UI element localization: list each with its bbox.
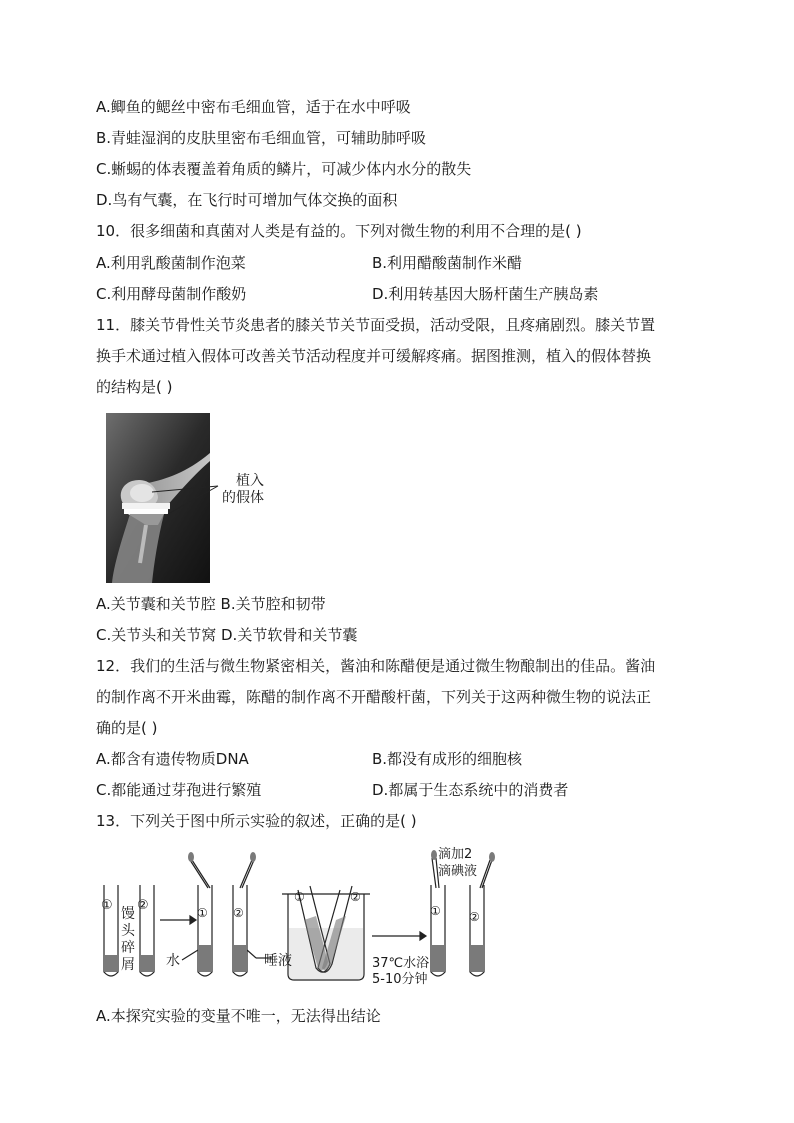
q12-option-d: D.都属于生态系统中的消费者: [372, 781, 569, 799]
q9-option-b: B.青蛙湿润的皮肤里密布毛细血管，可辅助肺呼吸: [96, 129, 427, 147]
water-bath-time: 5-10分钟: [372, 972, 428, 987]
tube2-label-b: ②: [233, 906, 244, 920]
iodine-name: 滴碘液: [438, 864, 478, 879]
tube1-label-a: ①: [101, 898, 113, 913]
q10-option-d: D.利用转基因大肠杆菌生产胰岛素: [372, 285, 599, 303]
mantou-char-3: 碎: [121, 940, 135, 956]
q12-stem-line3: 确的是( ): [96, 719, 158, 737]
prosthesis-label-line2: 的假体: [222, 490, 264, 506]
q12-option-b: B.都没有成形的细胞核: [372, 750, 523, 768]
q10-option-c: C.利用酵母菌制作酸奶: [96, 285, 247, 303]
q9-option-d: D.鸟有气囊，在飞行时可增加气体交换的面积: [96, 191, 398, 209]
q10-option-b: B.利用醋酸菌制作米醋: [372, 254, 523, 272]
mantou-char-2: 头: [121, 923, 135, 939]
prosthesis-label: [222, 473, 264, 507]
q11-stem-line1: 11．膝关节骨性关节炎患者的膝关节关节面受损，活动受限，且疼痛剧烈。膝关节置: [96, 316, 656, 334]
saliva-label: 唾液: [264, 953, 292, 969]
q10-option-a: A.利用乳酸菌制作泡菜: [96, 254, 246, 272]
q13-option-a: A.本探究实验的变量不唯一，无法得出结论: [96, 1007, 381, 1025]
water-bath-label: [372, 956, 429, 988]
q9-option-a: A.鲫鱼的鳃丝中密布毛细血管，适于在水中呼吸: [96, 98, 411, 116]
q12-stem-line1: 12．我们的生活与微生物紧密相关，酱油和陈醋便是通过微生物酿制出的佳品。酱油: [96, 657, 656, 675]
q11-stem-line3: 的结构是( ): [96, 378, 173, 396]
tube2-label-a: ②: [137, 898, 149, 913]
q10-stem: 10．很多细菌和真菌对人类是有益的。下列对微生物的利用不合理的是( ): [96, 222, 582, 240]
q12-stem-line2: 的制作离不开米曲霉，陈醋的制作离不开醋酸杆菌，下列关于这两种微生物的说法正: [96, 688, 652, 706]
q13-stem: 13．下列关于图中所示实验的叙述，正确的是( ): [96, 812, 417, 830]
tube1-label-b: ①: [197, 906, 208, 920]
prosthesis-label-line1: 植入: [236, 473, 264, 489]
iodine-label: [438, 846, 477, 880]
iodine-drops: 滴加2: [438, 847, 473, 862]
q11-stem-line2: 换手术通过植入假体可改善关节活动程度并可缓解疼痛。据图推测，植入的假体替换: [96, 347, 652, 365]
beaker-tube1-label: ①: [294, 890, 305, 904]
q12-option-a: A.都含有遗传物质DNA: [96, 750, 249, 768]
beaker-tube2-label: ②: [350, 890, 361, 904]
q12-option-c: C.都能通过芽孢进行繁殖: [96, 781, 262, 799]
water-bath-temp: 37℃水浴: [372, 956, 430, 971]
final-tube2-label: ②: [469, 910, 480, 924]
q9-option-c: C.蜥蜴的体表覆盖着角质的鳞片，可减少体内水分的散失: [96, 160, 472, 178]
final-tube1-label: ①: [430, 904, 441, 918]
q11-options-cd: C.关节头和关节窝 D.关节软骨和关节囊: [96, 626, 358, 644]
q11-options-ab: A.关节囊和关节腔 B.关节腔和韧带: [96, 595, 326, 613]
water-label: 水: [166, 953, 180, 969]
mantou-label: [121, 906, 137, 974]
mantou-char-4: 屑: [121, 957, 135, 973]
mantou-char-1: 馒: [121, 906, 135, 922]
